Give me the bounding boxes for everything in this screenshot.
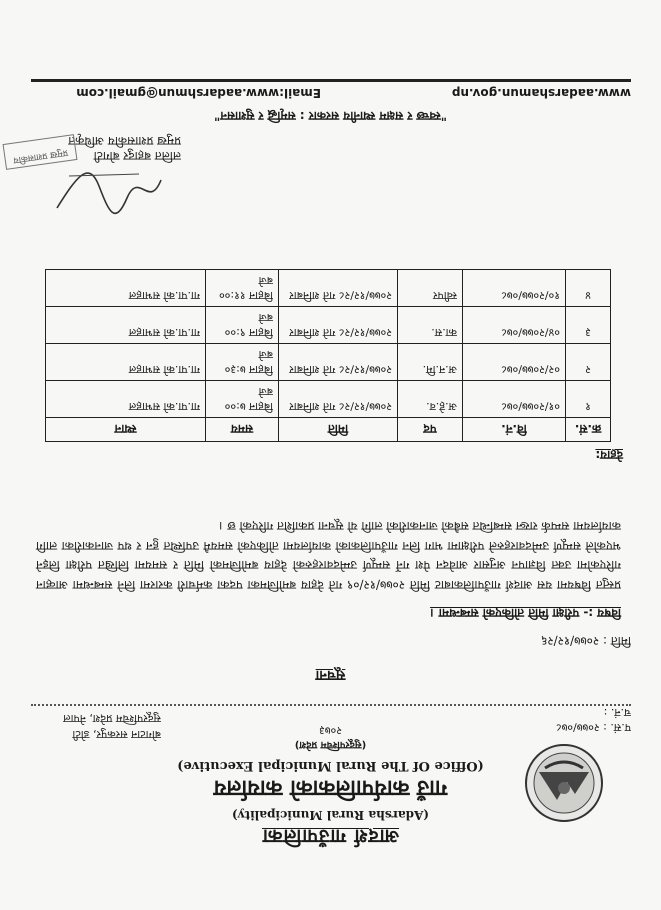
- exam-schedule-table: [45, 269, 611, 442]
- header-place: स्थान: [46, 418, 206, 442]
- row-advert-number: ०२/२०७७/०७८: [463, 344, 566, 381]
- row-advert-number: १०/२०७७/०७८: [463, 270, 566, 307]
- footer-email: Email:www.aadarshmun@gmail.com: [76, 86, 321, 100]
- province-label: (सुदूरपश्चिम प्रदेश): [294, 739, 367, 750]
- official-stamp: प्रमुख प्रशासकीय: [3, 134, 78, 170]
- office-name-english: (Office Of The Rural Municipal Executive): [177, 758, 484, 773]
- row-serial: २: [566, 344, 611, 381]
- row-post: अ.न.मि.: [398, 344, 463, 381]
- office-name-nepali: गाउँ कार्यपालिकाको कार्यालय: [213, 775, 448, 800]
- notice-title: सूचना: [315, 667, 346, 683]
- notice-body: प्रस्तुत विषयमा यस आदर्श गाउँपालिकाबाट मिति २०७७/१२/०९ गते देहाय बमोजिमका पदका कर्मचारी करारमा लिने सम्बन्धमा आव्हान गरिएकोमा उक्त विज्ञापन अनुसार आवेदन पेश गर्ने सम्पूर्ण उम्मेदवारहरुको देहाय बमोजिमको मिति र समयमा लिखित परीक्षा लिइने भएकोले सम्पूर्ण उम्मेदवारहरुले परीक्षामा भाग लिन गाउँपालिकाको कार्यालयमा तोकिएको समयमै उपस्थित हुन र थप जानकारीका लागि कार्यालयमा सम्पर्क राख्न सम्बन्धित सबैको जानकारीको लागि यो सूचना प्रकाशित गरिएको छ ।: [36, 519, 621, 592]
- address-line-1: बोगटान सरकपुर, डोटी: [72, 728, 161, 741]
- notice-subject: विषय :- परीक्षा मिति तोकिएको सम्बन्धमा ।: [430, 606, 621, 620]
- row-place: गा.पा.को सभाहल: [46, 344, 206, 381]
- table-row: [46, 344, 611, 381]
- footer-rule: [31, 79, 631, 82]
- table-row: [46, 381, 611, 418]
- row-time: बिहान ११:०० बजे: [206, 270, 279, 307]
- address-line-2: सुदूरपश्चिम प्रदेश, नेपाल: [63, 712, 161, 725]
- row-place: गा.पा.को सभाहल: [46, 307, 206, 344]
- header-divider: [31, 704, 631, 706]
- row-serial: ४: [566, 270, 611, 307]
- dispatch-number: च.नं. :: [603, 706, 631, 719]
- established-year: २०७३: [319, 724, 342, 737]
- table-row: [46, 307, 611, 344]
- row-time: बिहान ९:०० बजे: [206, 307, 279, 344]
- row-serial: १: [566, 381, 611, 418]
- row-post: का.स.: [398, 307, 463, 344]
- header-advert-number: वि.नं.: [463, 418, 566, 442]
- signatory-name: ललित बहादुर बोगटी: [93, 149, 181, 163]
- header-date: मिति: [279, 418, 398, 442]
- row-advert-number: ०४/२०७७/०७८: [463, 307, 566, 344]
- table-header-row: [46, 418, 611, 442]
- signature-scribble-icon: [49, 165, 169, 220]
- letter-number: प.सं. : २०७७/०७८: [555, 721, 631, 734]
- row-date: २०७७/१२/२८ गते शनिबार: [279, 381, 398, 418]
- row-time: बिहान ७:३० बजे: [206, 344, 279, 381]
- schedule-label: देहाय:: [595, 448, 623, 462]
- row-post: अ.हे.व.: [398, 381, 463, 418]
- header-post: पद: [398, 418, 463, 442]
- row-place: गा.पा.को सभाहल: [46, 381, 206, 418]
- table-row: [46, 270, 611, 307]
- row-advert-number: ०१/२०७७/०७८: [463, 381, 566, 418]
- header-time: समय: [206, 418, 279, 442]
- notice-date: मिति : २०७७/१२/२६: [541, 634, 631, 648]
- row-date: २०७७/१२/२८ गते शनिबार: [279, 344, 398, 381]
- row-date: २०७७/१२/२८ गते शनिबार: [279, 270, 398, 307]
- footer-website: www.aadarshamun.gov.np: [451, 86, 631, 100]
- row-date: २०७७/१२/२८ गते शनिबार: [279, 307, 398, 344]
- municipality-name-nepali: आदर्श गाउँपालिका: [261, 825, 400, 847]
- municipality-name-english: (Adarsha Rural Municipality): [231, 808, 430, 822]
- signatory-title: प्रमुख प्रशासकीय अधिकृत: [68, 134, 181, 148]
- footer-slogan: "स्वच्छ र सक्षम स्थानीय सरकार : समृद्धि र सुशासन": [214, 109, 447, 123]
- header-serial: क्र.सं.: [566, 418, 611, 442]
- row-post: स्वीपर: [398, 270, 463, 307]
- row-time: बिहान ७:०० बजे: [206, 381, 279, 418]
- row-serial: ३: [566, 307, 611, 344]
- row-place: गा.पा.को सभाहल: [46, 270, 206, 307]
